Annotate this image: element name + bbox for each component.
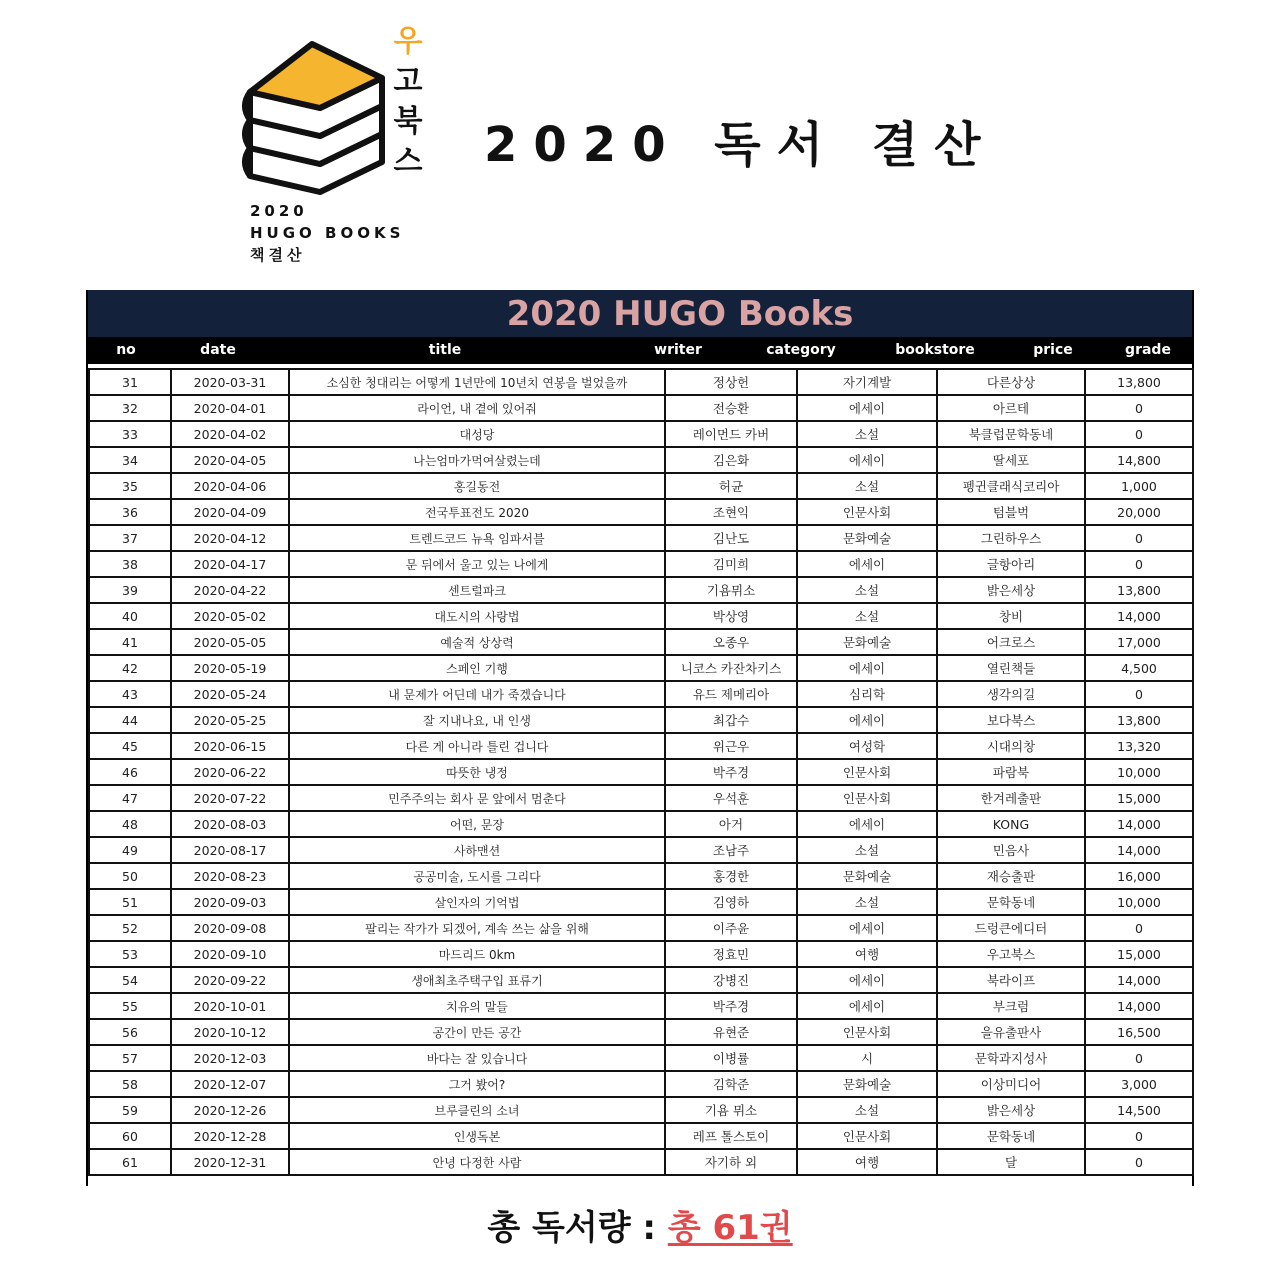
table-row (89, 837, 1193, 863)
cell-writer: 전승환 (665, 395, 797, 421)
cell-category: 문화예술 (797, 863, 937, 889)
cell-date: 2020-03-31 (171, 369, 289, 395)
cell-no: 41 (89, 629, 171, 655)
cell-price: 1,000 (1085, 473, 1193, 499)
logo-year: 2020 (250, 202, 308, 220)
total-value: 총 61권 (667, 1208, 793, 1248)
cell-price: 14,000 (1085, 967, 1193, 993)
cell-no: 35 (89, 473, 171, 499)
cell-date: 2020-05-24 (171, 681, 289, 707)
table-row (89, 473, 1193, 499)
cell-no: 59 (89, 1097, 171, 1123)
cell-no: 33 (89, 421, 171, 447)
table-row (89, 655, 1193, 681)
cell-bookstore: 시대의창 (937, 733, 1085, 759)
cell-title: 공공미술, 도시를 그리다 (289, 863, 665, 889)
cell-title: 문 뒤에서 울고 있는 나에게 (289, 551, 665, 577)
cell-title: 공간이 만든 공간 (289, 1019, 665, 1045)
cell-no: 45 (89, 733, 171, 759)
cell-no: 46 (89, 759, 171, 785)
cell-date: 2020-12-31 (171, 1149, 289, 1175)
cell-category: 에세이 (797, 707, 937, 733)
logo-char-1: 우 (393, 24, 423, 59)
cell-writer: 박상영 (665, 603, 797, 629)
cell-writer: 기욤 뮈소 (665, 1097, 797, 1123)
cell-bookstore: 우고북스 (937, 941, 1085, 967)
table-row (89, 551, 1193, 577)
cell-bookstore: 보다북스 (937, 707, 1085, 733)
cell-category: 에세이 (797, 395, 937, 421)
cell-date: 2020-09-22 (171, 967, 289, 993)
column-header-category: category (766, 342, 836, 358)
cell-no: 58 (89, 1071, 171, 1097)
cell-price: 14,000 (1085, 837, 1193, 863)
cell-no: 38 (89, 551, 171, 577)
cell-category: 소설 (797, 1097, 937, 1123)
cell-no: 55 (89, 993, 171, 1019)
cell-category: 소설 (797, 837, 937, 863)
table-row (89, 811, 1193, 837)
cell-price: 13,800 (1085, 577, 1193, 603)
cell-price: 14,500 (1085, 1097, 1193, 1123)
cell-date: 2020-06-22 (171, 759, 289, 785)
cell-writer: 최갑수 (665, 707, 797, 733)
cell-writer: 김영하 (665, 889, 797, 915)
cell-no: 42 (89, 655, 171, 681)
cell-no: 49 (89, 837, 171, 863)
cell-title: 소심한 청대리는 어떻게 1년만에 10년치 연봉을 벌었을까 (289, 369, 665, 395)
cell-price: 17,000 (1085, 629, 1193, 655)
cell-date: 2020-05-05 (171, 629, 289, 655)
cell-price: 13,320 (1085, 733, 1193, 759)
table-row (89, 1071, 1193, 1097)
cell-price: 13,800 (1085, 707, 1193, 733)
cell-title: 마드리드 0km (289, 941, 665, 967)
table-row (89, 395, 1193, 421)
cell-title: 홍길동전 (289, 473, 665, 499)
column-header-no: no (116, 342, 136, 358)
cell-no: 39 (89, 577, 171, 603)
cell-category: 여행 (797, 1149, 937, 1175)
cell-no: 34 (89, 447, 171, 473)
cell-title: 브루클린의 소녀 (289, 1097, 665, 1123)
cell-price: 10,000 (1085, 889, 1193, 915)
cell-title: 살인자의 기억법 (289, 889, 665, 915)
cell-date: 2020-09-08 (171, 915, 289, 941)
cell-writer: 이주윤 (665, 915, 797, 941)
cell-bookstore: 을유출판사 (937, 1019, 1085, 1045)
table-row (89, 915, 1193, 941)
cell-category: 문화예술 (797, 1071, 937, 1097)
table-row (89, 941, 1193, 967)
table-row (89, 863, 1193, 889)
cell-price: 0 (1085, 551, 1193, 577)
cell-date: 2020-09-10 (171, 941, 289, 967)
cell-category: 문화예술 (797, 525, 937, 551)
cell-no: 52 (89, 915, 171, 941)
cell-bookstore: KONG (937, 811, 1085, 837)
cell-title: 센트럴파크 (289, 577, 665, 603)
reading-list-sheet (86, 290, 1194, 1186)
cell-title: 따뜻한 냉정 (289, 759, 665, 785)
cell-bookstore: 생각의길 (937, 681, 1085, 707)
sheet-header-row (88, 337, 1192, 364)
column-header-title: title (428, 342, 462, 358)
total-label: 총 독서량 : (487, 1208, 668, 1248)
cell-bookstore: 한겨레출판 (937, 785, 1085, 811)
cell-title: 치유의 말들 (289, 993, 665, 1019)
cell-price: 14,800 (1085, 447, 1193, 473)
cell-date: 2020-04-06 (171, 473, 289, 499)
cell-title: 대도시의 사랑법 (289, 603, 665, 629)
cell-price: 10,000 (1085, 759, 1193, 785)
cell-no: 56 (89, 1019, 171, 1045)
cell-category: 소설 (797, 473, 937, 499)
sheet-banner-title: 2020 HUGO Books (506, 293, 854, 334)
table-row (89, 1149, 1193, 1175)
cell-bookstore: 재승출판 (937, 863, 1085, 889)
cell-date: 2020-04-02 (171, 421, 289, 447)
cell-no: 48 (89, 811, 171, 837)
cell-price: 0 (1085, 395, 1193, 421)
cell-category: 에세이 (797, 967, 937, 993)
cell-price: 16,000 (1085, 863, 1193, 889)
cell-writer: 유현준 (665, 1019, 797, 1045)
cell-title: 팔리는 작가가 되겠어, 계속 쓰는 삶을 위해 (289, 915, 665, 941)
cell-no: 60 (89, 1123, 171, 1149)
cell-date: 2020-04-09 (171, 499, 289, 525)
cell-title: 대성당 (289, 421, 665, 447)
cell-price: 14,000 (1085, 603, 1193, 629)
cell-writer: 레이먼드 카버 (665, 421, 797, 447)
column-header-bookstore: bookstore (895, 342, 975, 358)
cell-date: 2020-06-15 (171, 733, 289, 759)
cell-title: 다른 게 아니라 틀린 겁니다 (289, 733, 665, 759)
cell-date: 2020-08-03 (171, 811, 289, 837)
cell-writer: 아거 (665, 811, 797, 837)
cell-category: 문화예술 (797, 629, 937, 655)
cell-no: 44 (89, 707, 171, 733)
table-row (89, 733, 1193, 759)
cell-title: 라이언, 내 곁에 있어줘 (289, 395, 665, 421)
cell-price: 13,800 (1085, 369, 1193, 395)
cell-bookstore: 글항아리 (937, 551, 1085, 577)
table-row (89, 889, 1193, 915)
cell-category: 에세이 (797, 551, 937, 577)
cell-writer: 위근우 (665, 733, 797, 759)
table-row (89, 447, 1193, 473)
cell-bookstore: 북클럽문학동네 (937, 421, 1085, 447)
table-row (89, 1019, 1193, 1045)
cell-title: 그거 봤어? (289, 1071, 665, 1097)
cell-writer: 우석훈 (665, 785, 797, 811)
total-reading-count (0, 1200, 1280, 1249)
cell-bookstore: 딸세포 (937, 447, 1085, 473)
cell-bookstore: 이상미디어 (937, 1071, 1085, 1097)
table-row (89, 421, 1193, 447)
table-row (89, 577, 1193, 603)
cell-date: 2020-04-17 (171, 551, 289, 577)
cell-title: 예술적 상상력 (289, 629, 665, 655)
cell-bookstore: 밝은세상 (937, 577, 1085, 603)
cell-no: 61 (89, 1149, 171, 1175)
cell-price: 16,500 (1085, 1019, 1193, 1045)
table-row (89, 785, 1193, 811)
cell-category: 인문사회 (797, 785, 937, 811)
cell-bookstore: 드렁큰에디터 (937, 915, 1085, 941)
cell-title: 인생독본 (289, 1123, 665, 1149)
cell-price: 4,500 (1085, 655, 1193, 681)
cell-date: 2020-12-07 (171, 1071, 289, 1097)
cell-bookstore: 다른상상 (937, 369, 1085, 395)
page-title: 2020 독서 결산 (484, 117, 997, 173)
cell-no: 36 (89, 499, 171, 525)
cell-writer: 오종우 (665, 629, 797, 655)
cell-price: 0 (1085, 525, 1193, 551)
cell-no: 50 (89, 863, 171, 889)
cell-date: 2020-05-02 (171, 603, 289, 629)
table-row (89, 603, 1193, 629)
table-row (89, 707, 1193, 733)
cell-date: 2020-04-05 (171, 447, 289, 473)
cell-bookstore: 북라이프 (937, 967, 1085, 993)
cell-writer: 김난도 (665, 525, 797, 551)
cell-bookstore: 문학동네 (937, 1123, 1085, 1149)
cell-price: 0 (1085, 915, 1193, 941)
cell-category: 여행 (797, 941, 937, 967)
logo-brand: HUGO BOOKS (250, 224, 405, 242)
table-row (89, 369, 1193, 395)
cell-bookstore: 민음사 (937, 837, 1085, 863)
cell-category: 에세이 (797, 655, 937, 681)
cell-price: 15,000 (1085, 785, 1193, 811)
cell-writer: 자기하 외 (665, 1149, 797, 1175)
cell-bookstore: 어크로스 (937, 629, 1085, 655)
cell-date: 2020-05-19 (171, 655, 289, 681)
cell-date: 2020-12-26 (171, 1097, 289, 1123)
cell-bookstore: 펭귄클래식코리아 (937, 473, 1085, 499)
cell-bookstore: 파람북 (937, 759, 1085, 785)
cell-category: 에세이 (797, 447, 937, 473)
cell-title: 내 문제가 어딘데 내가 죽겠습니다 (289, 681, 665, 707)
cell-category: 에세이 (797, 993, 937, 1019)
cell-no: 43 (89, 681, 171, 707)
cell-category: 인문사회 (797, 1123, 937, 1149)
cell-category: 소설 (797, 889, 937, 915)
cell-price: 0 (1085, 681, 1193, 707)
book-stack-icon (240, 38, 390, 198)
cell-title: 전국투표전도 2020 (289, 499, 665, 525)
cell-category: 시 (797, 1045, 937, 1071)
cell-bookstore: 부크럼 (937, 993, 1085, 1019)
cell-date: 2020-09-03 (171, 889, 289, 915)
cell-no: 47 (89, 785, 171, 811)
cell-category: 에세이 (797, 811, 937, 837)
cell-no: 32 (89, 395, 171, 421)
cell-title: 트렌드코드 뉴욕 임파서블 (289, 525, 665, 551)
cell-writer: 정효민 (665, 941, 797, 967)
cell-bookstore: 문학동네 (937, 889, 1085, 915)
cell-category: 인문사회 (797, 1019, 937, 1045)
cell-date: 2020-08-17 (171, 837, 289, 863)
cell-writer: 기욤뮈소 (665, 577, 797, 603)
cell-price: 14,000 (1085, 993, 1193, 1019)
table-row (89, 1123, 1193, 1149)
cell-writer: 김은화 (665, 447, 797, 473)
cell-no: 54 (89, 967, 171, 993)
cell-category: 인문사회 (797, 499, 937, 525)
cell-price: 3,000 (1085, 1071, 1193, 1097)
cell-category: 소설 (797, 577, 937, 603)
cell-category: 여성학 (797, 733, 937, 759)
cell-category: 소설 (797, 421, 937, 447)
cell-price: 0 (1085, 421, 1193, 447)
cell-title: 어떤, 문장 (289, 811, 665, 837)
sheet-banner (88, 290, 1192, 337)
cell-price: 20,000 (1085, 499, 1193, 525)
cell-title: 바다는 잘 있습니다 (289, 1045, 665, 1071)
cell-writer: 이병률 (665, 1045, 797, 1071)
cell-writer: 니코스 카잔차키스 (665, 655, 797, 681)
column-header-price: price (1033, 342, 1073, 358)
column-header-date: date (200, 342, 236, 358)
logo-char-4: 스 (393, 144, 423, 179)
cell-date: 2020-05-25 (171, 707, 289, 733)
cell-writer: 박주경 (665, 993, 797, 1019)
cell-date: 2020-12-28 (171, 1123, 289, 1149)
cell-price: 14,000 (1085, 811, 1193, 837)
cell-bookstore: 그린하우스 (937, 525, 1085, 551)
cell-price: 0 (1085, 1149, 1193, 1175)
cell-date: 2020-10-12 (171, 1019, 289, 1045)
cell-category: 에세이 (797, 915, 937, 941)
column-header-grade: grade (1125, 342, 1171, 358)
table-row (89, 993, 1193, 1019)
cell-title: 민주주의는 회사 문 앞에서 멈춘다 (289, 785, 665, 811)
cell-date: 2020-10-01 (171, 993, 289, 1019)
cell-no: 51 (89, 889, 171, 915)
cell-title: 스페인 기행 (289, 655, 665, 681)
cell-price: 0 (1085, 1123, 1193, 1149)
table-row (89, 681, 1193, 707)
cell-bookstore: 열린책들 (937, 655, 1085, 681)
column-header-writer: writer (654, 342, 702, 358)
cell-no: 57 (89, 1045, 171, 1071)
cell-writer: 박주경 (665, 759, 797, 785)
cell-date: 2020-08-23 (171, 863, 289, 889)
cell-writer: 조남주 (665, 837, 797, 863)
cell-writer: 정상헌 (665, 369, 797, 395)
cell-date: 2020-04-01 (171, 395, 289, 421)
hugo-books-logo (240, 22, 440, 272)
cell-title: 잘 지내나요, 내 인생 (289, 707, 665, 733)
table-row (89, 629, 1193, 655)
cell-price: 0 (1085, 1045, 1193, 1071)
cell-date: 2020-04-22 (171, 577, 289, 603)
cell-bookstore: 달 (937, 1149, 1085, 1175)
cell-price: 15,000 (1085, 941, 1193, 967)
cell-category: 인문사회 (797, 759, 937, 785)
cell-writer: 조현익 (665, 499, 797, 525)
cell-date: 2020-07-22 (171, 785, 289, 811)
cell-writer: 레프 톨스토이 (665, 1123, 797, 1149)
cell-no: 40 (89, 603, 171, 629)
cell-writer: 김미희 (665, 551, 797, 577)
cell-writer: 유드 제메리아 (665, 681, 797, 707)
table-row (89, 1045, 1193, 1071)
logo-char-3: 북 (393, 104, 423, 139)
cell-bookstore: 창비 (937, 603, 1085, 629)
logo-vertical-wordmark (390, 22, 426, 182)
cell-title: 생애최초주택구입 표류기 (289, 967, 665, 993)
logo-subtitle: 책결산 (250, 246, 306, 264)
cell-category: 심리학 (797, 681, 937, 707)
cell-no: 37 (89, 525, 171, 551)
cell-title: 사하맨션 (289, 837, 665, 863)
table-row (89, 1097, 1193, 1123)
cell-writer: 허균 (665, 473, 797, 499)
cell-no: 53 (89, 941, 171, 967)
cell-bookstore: 아르테 (937, 395, 1085, 421)
cell-bookstore: 문학과지성사 (937, 1045, 1085, 1071)
cell-title: 안녕 다정한 사람 (289, 1149, 665, 1175)
cell-category: 자기계발 (797, 369, 937, 395)
cell-date: 2020-12-03 (171, 1045, 289, 1071)
reading-list-table (88, 368, 1194, 1176)
cell-category: 소설 (797, 603, 937, 629)
table-row (89, 499, 1193, 525)
table-row (89, 967, 1193, 993)
cell-bookstore: 텀블벅 (937, 499, 1085, 525)
cell-no: 31 (89, 369, 171, 395)
cell-title: 나는엄마가먹여살렸는데 (289, 447, 665, 473)
table-row (89, 759, 1193, 785)
cell-writer: 김학준 (665, 1071, 797, 1097)
cell-writer: 강병진 (665, 967, 797, 993)
cell-date: 2020-04-12 (171, 525, 289, 551)
cell-bookstore: 밝은세상 (937, 1097, 1085, 1123)
logo-caption (250, 200, 404, 266)
logo-char-2: 고 (393, 64, 423, 99)
table-row (89, 525, 1193, 551)
cell-writer: 홍경한 (665, 863, 797, 889)
